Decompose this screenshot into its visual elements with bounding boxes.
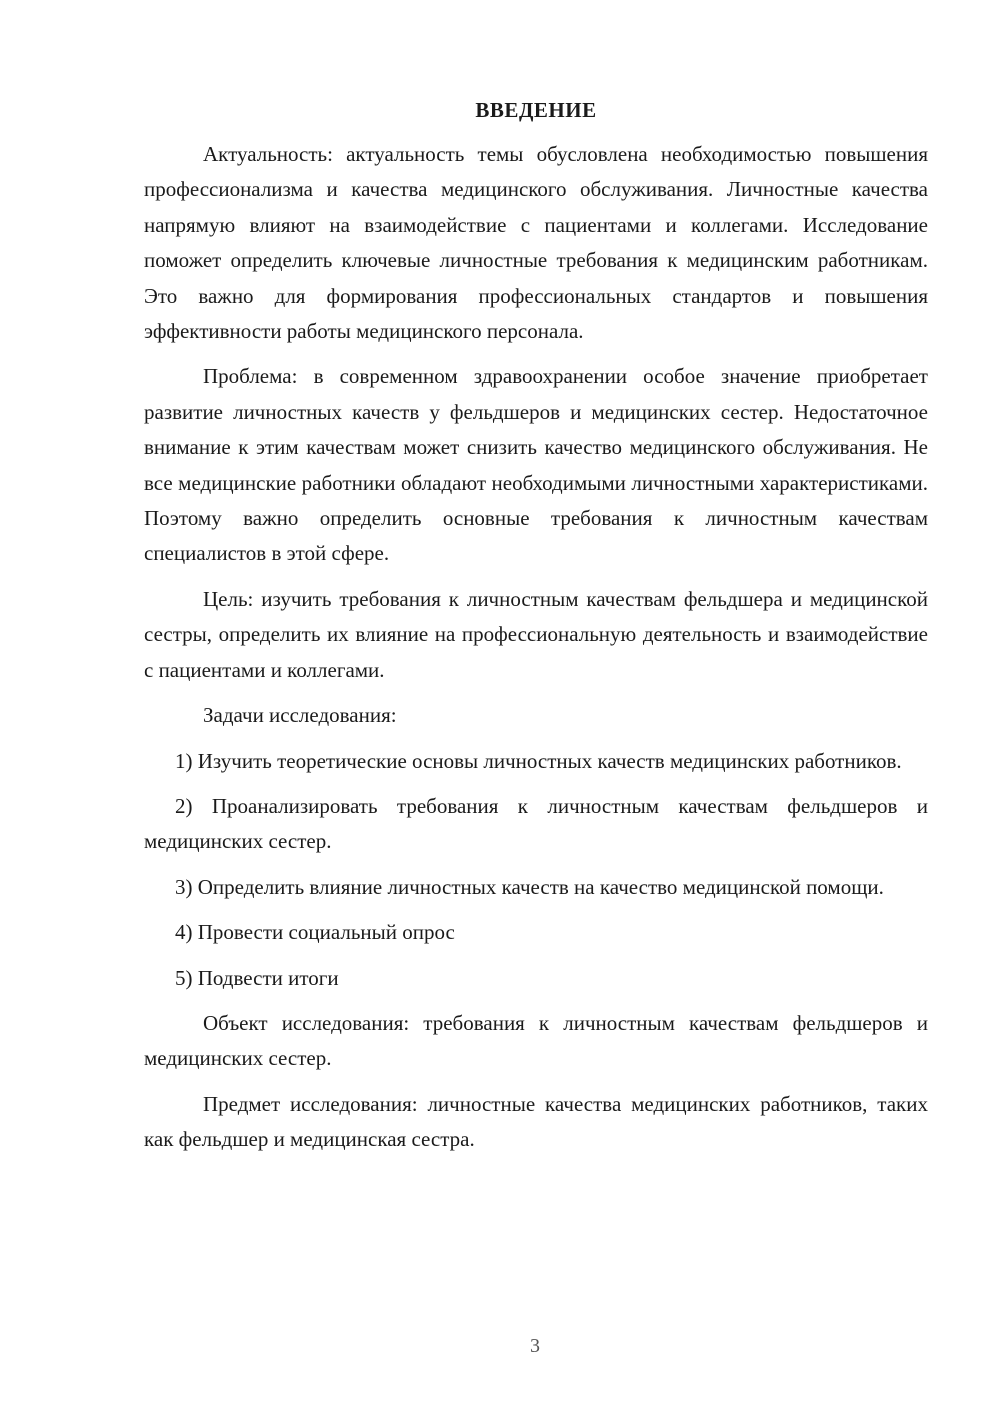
task-item-3: 3) Определить влияние личностных качеств на качество медицинской помощи. <box>175 874 884 899</box>
subject-paragraph: Предмет исследования: личностные качества медицинских работников, таких как фельдшер и медицинская сестра. <box>144 1091 928 1152</box>
goal-paragraph: Цель: изучить требования к личностным качествам фельдшера и медицинской сестры, определить их влияние на профессиональную деятельность и взаимодействие с пациентами и коллегами. <box>144 586 928 682</box>
task-item-2: 2) Проанализировать требования к личностным качествам фельдшеров и медицинских сестер. <box>144 793 928 854</box>
task-item-4: 4) Провести социальный опрос <box>175 920 455 945</box>
problem-paragraph: Проблема: в современном здравоохранении особое значение приобретает развитие личностных качеств у фельдшеров и медицинских сестер. Недостаточное внимание к этим качествам может снизить качество медицинского обслуживания. Не все медицинские работники обладают необходимыми личностными характеристиками. Поэтому важно определить основные требования к личностным качествам специалистов в этой сфере. <box>144 364 928 566</box>
section-title: ВВЕДЕНИЕ <box>475 98 597 122</box>
relevance-paragraph: Актуальность: актуальность темы обусловлена необходимостью повышения профессионализма и качества медицинского обслуживания. Личностные качества напрямую влияют на взаимодействие с пациентами и коллегами. Исследование поможет определить ключевые личностные требования к медицинским работникам. Это важно для формирования профессиональных стандартов и повышения эффективности работы медицинского персонала. <box>144 142 928 344</box>
document-page <box>144 95 928 1168</box>
page-number: 3 <box>530 1335 540 1357</box>
task-item-5: 5) Подвести итоги <box>175 965 339 990</box>
tasks-heading: Задачи исследования: <box>203 703 397 728</box>
task-item-1: 1) Изучить теоретические основы личностных качеств медицинских работников. <box>175 748 902 773</box>
object-paragraph: Объект исследования: требования к личностным качествам фельдшеров и медицинских сестер. <box>144 1010 928 1071</box>
